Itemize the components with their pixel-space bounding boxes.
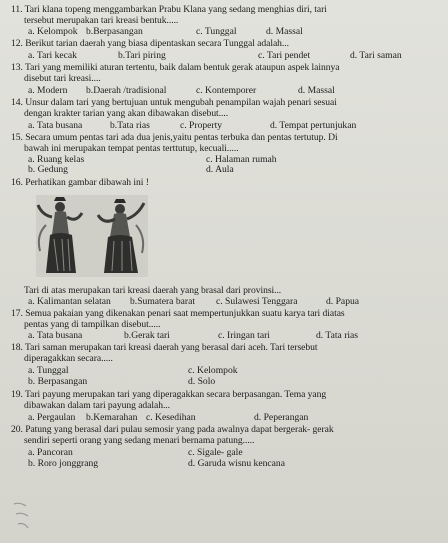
- q18-stem-2: diperagakkan secara.....: [24, 353, 113, 364]
- q19-stem-2: dibawakan dalam tari payung adalah...: [24, 400, 170, 411]
- q13-option-d: d. Massal: [298, 85, 335, 96]
- q13-stem-1: 13. Tari yang memiliki aturan tertentu, baik dalam bentuk gerak ataupun aspek lainnya: [11, 62, 340, 73]
- q17-option-c: c. Iringan tari: [218, 330, 270, 341]
- q14-option-a: a. Tata busana: [28, 120, 83, 131]
- q11-option-b: b.Berpasangan: [86, 26, 143, 37]
- q20-stem-2: sendiri seperti orang yang sedang menari bernama patung.....: [24, 435, 255, 446]
- q20-option-b: b. Roro jonggrang: [28, 458, 99, 469]
- q18-option-d: d. Solo: [188, 376, 216, 387]
- q16-option-b: b.Sumatera barat: [130, 296, 195, 307]
- q19-option-b: b.Kemarahan: [86, 412, 138, 423]
- q18-option-b: b. Berpasangan: [28, 376, 88, 387]
- q19-option-d: d. Peperangan: [254, 412, 309, 423]
- q15-stem-1: 15. Secara umum pentas tari ada dua jenis,yaitu pentas terbuka dan pentas tertutup. Di: [11, 132, 338, 143]
- q14-option-d: d. Tempat pertunjukan: [270, 120, 357, 131]
- q11-option-a: a. Kelompok: [28, 26, 78, 37]
- q13-stem-2: disebut tari kreasi....: [24, 73, 101, 84]
- dancer-photo: [36, 195, 148, 277]
- q18-option-c: c. Kelompok: [188, 365, 238, 376]
- q12-option-b: b.Tari piring: [118, 50, 166, 61]
- q14-option-b: b.Tata rias: [110, 120, 150, 131]
- q13-option-c: c. Kontemporer: [196, 85, 257, 96]
- q18-option-a: a. Tunggal: [28, 365, 69, 376]
- q15-stem-2: bawah ini merupakan tempat pentas terttutup, kecuali.....: [24, 143, 239, 154]
- q19-option-a: a. Pergaulan: [28, 412, 76, 423]
- q14-stem-1: 14. Unsur dalam tari yang bertujuan untuk mengubah penampilan wajah penari sesuai: [11, 97, 337, 108]
- q17-option-a: a. Tata busana: [28, 330, 83, 341]
- q11-option-c: c. Tunggal: [196, 26, 237, 37]
- pencil-smudge-mark: [8, 500, 38, 540]
- q20-option-a: a. Pancoran: [28, 447, 73, 458]
- q12-option-c: c. Tari pendet: [258, 50, 311, 61]
- q16-stem-1: 16. Perhatikan gambar dibawah ini !: [11, 177, 149, 188]
- q18-stem-1: 18. Tari saman merupakan tari kreasi daerah yang berasal dari aceh. Tari tersebut: [11, 342, 318, 353]
- q17-stem-2: pentas yang di tampilkan disebut.....: [24, 319, 161, 330]
- q15-option-d: d. Aula: [206, 164, 234, 175]
- q20-stem-1: 20. Patung yang berasal dari pulau semosir yang pada awalnya dapat bergerak- gerak: [11, 424, 334, 435]
- q11-option-d: d. Massal: [266, 26, 303, 37]
- q15-option-a: a. Ruang kelas: [28, 154, 85, 165]
- q15-option-b: b. Gedung: [28, 164, 68, 175]
- q17-stem-1: 17. Semua pakaian yang dikenakan penari saat mempertunjukkan suatu karya tari diatas: [11, 308, 345, 319]
- q12-stem-1: 12. Berikut tarian daerah yang biasa dipentaskan secara Tunggal adalah...: [11, 38, 289, 49]
- q14-option-c: c. Property: [180, 120, 223, 131]
- q11-stem-1: 11. Tari klana topeng menggambarkan Prabu Klana yang sedang menghias diri, tari: [11, 4, 327, 15]
- q11-stem-2: tersebut merupakan tari kreasi bentuk.....: [24, 15, 179, 26]
- q16-option-d: d. Papua: [326, 296, 360, 307]
- q12-option-a: a. Tari kecak: [28, 50, 77, 61]
- q16-stem-2: Tari di atas merupakan tari kreasi daerah yang brasal dari provinsi...: [24, 285, 282, 296]
- q13-option-a: a. Modern: [28, 85, 68, 96]
- q20-option-d: d. Garuda wisnu kencana: [188, 458, 285, 469]
- dancer-illustration: [36, 195, 148, 277]
- q14-stem-2: dengan krakter tarian yang akan dibawakan disebut....: [24, 108, 229, 119]
- q16-option-a: a. Kalimantan selatan: [28, 296, 111, 307]
- q19-option-c: c. Kesedihan: [146, 412, 196, 423]
- q17-option-d: d. Tata rias: [316, 330, 359, 341]
- q15-option-c: c. Halaman rumah: [206, 154, 277, 165]
- q13-option-b: b.Daerah /tradisional: [86, 85, 167, 96]
- q17-option-b: b.Gerak tari: [124, 330, 170, 341]
- q20-option-c: c. Sigale- gale: [188, 447, 243, 458]
- q19-stem-1: 19. Tari payung merupakan tari yang diperagakkan secara berpasangan. Tema yang: [11, 389, 327, 400]
- q16-option-c: c. Sulawesi Tenggara: [216, 296, 298, 307]
- q12-option-d: d. Tari saman: [350, 50, 402, 61]
